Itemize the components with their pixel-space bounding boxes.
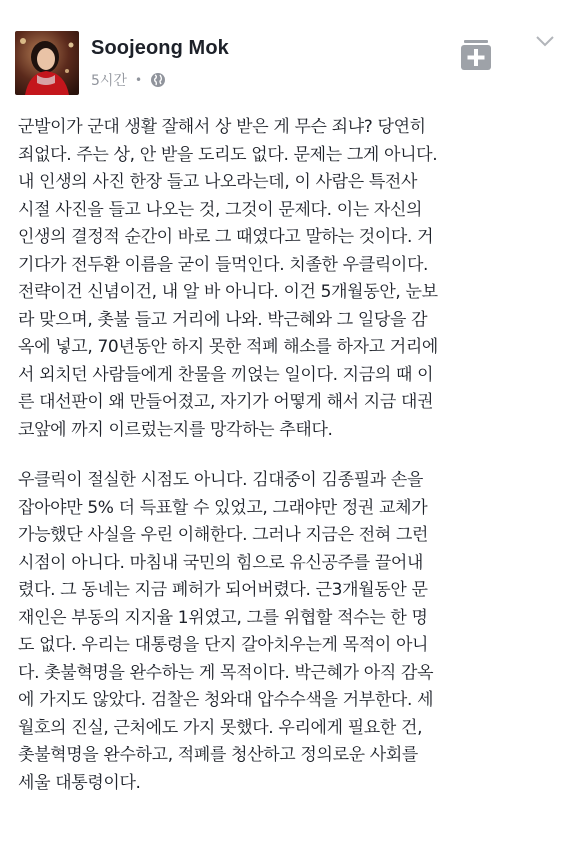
- post-text-line: 세울 대통령이다.: [18, 772, 141, 793]
- post-text-line: 렸다. 그 동네는 지금 폐허가 되어버렸다. 근3개월동안 문: [18, 580, 428, 600]
- post-text-line: 내 인생의 사진 한장 들고 나오라는데, 이 사람은 특전사: [18, 172, 418, 192]
- post-text-line: 시점이 아니다. 마침내 국민의 힘으로 유신공주를 끌어내: [18, 552, 424, 573]
- post-text-line: 기다가 전두환 이름을 굳이 들먹인다. 치졸한 우클릭이다.: [18, 254, 429, 275]
- meta-separator: •: [134, 73, 143, 87]
- post-text-line: 른 대선판이 왜 만들어졌고, 자기가 어떻게 해서 지금 대권: [18, 392, 434, 412]
- avatar-photo: [15, 31, 79, 95]
- save-bookmark-icon[interactable]: [459, 38, 493, 72]
- paragraph-2: [18, 467, 560, 797]
- author-name[interactable]: Soojeong Mok: [91, 37, 229, 59]
- paragraph-gap: [18, 444, 560, 467]
- avatar[interactable]: [15, 31, 79, 95]
- globe-icon[interactable]: [150, 72, 166, 88]
- post-text-line: 서 외치던 사람들에게 찬물을 끼얹는 일이다. 지금의 때 이: [18, 364, 434, 385]
- post-body: [18, 114, 560, 797]
- post-text-line: 촛불혁명을 완수하고, 적폐를 청산하고 정의로운 사회를: [18, 745, 418, 765]
- post-text-line: 에 가지도 않았다. 검찰은 청와대 압수수색을 거부한다. 세: [18, 690, 434, 710]
- chevron-down-icon[interactable]: [535, 34, 555, 48]
- post-text-line: 군발이가 군대 생활 잘해서 상 받은 게 무슨 죄냐? 당연히: [18, 117, 426, 137]
- post-text-line: 죄없다. 주는 상, 안 받을 도리도 없다. 문제는 그게 아니다.: [18, 144, 438, 165]
- post-text-line: 우클릭이 절실한 시점도 아니다. 김대중이 김종필과 손을: [18, 470, 424, 490]
- post-text-line: 도 없다. 우리는 대통령을 단지 갈아치우는게 목적이 아니: [18, 635, 429, 655]
- post-text-line: 다. 촛불혁명을 완수하는 게 목적이다. 박근혜가 아직 감옥: [18, 662, 434, 683]
- post-meta: [91, 70, 166, 90]
- post-text-line: 옥에 넣고, 70년동안 하지 못한 적폐 해소를 하자고 거리에: [18, 337, 438, 357]
- post-text-line: 코앞에 까지 이르렀는지를 망각하는 추태다.: [18, 419, 333, 440]
- post-text-line: 인생의 결정적 순간이 바로 그 때였다고 말하는 것이다. 거: [18, 227, 434, 247]
- post-text-line: 재인은 부동의 지지율 1위였고, 그를 위협할 적수는 한 명: [18, 607, 428, 628]
- post-text-line: 잡아야만 5% 더 득표할 수 있었고, 그래야만 정권 교체가: [18, 497, 428, 518]
- post-text-line: 전략이건 신념이건, 내 알 바 아니다. 이건 5개월동안, 눈보: [18, 282, 438, 302]
- post-text-line: 월호의 진실, 근처에도 가지 못했다. 우리에게 필요한 건,: [18, 717, 423, 738]
- post-text-line: 가능했단 사실을 우린 이해한다. 그러나 지금은 전혀 그런: [18, 525, 429, 545]
- paragraph-1: [18, 114, 560, 444]
- post-text-line: 라 맞으며, 촛불 들고 거리에 나와. 박근혜와 그 일당을 감: [18, 309, 428, 330]
- post-timestamp[interactable]: 5시간: [91, 73, 127, 89]
- post-text-line: 시절 사진을 들고 나오는 것, 그것이 문제다. 이는 자신의: [18, 199, 423, 220]
